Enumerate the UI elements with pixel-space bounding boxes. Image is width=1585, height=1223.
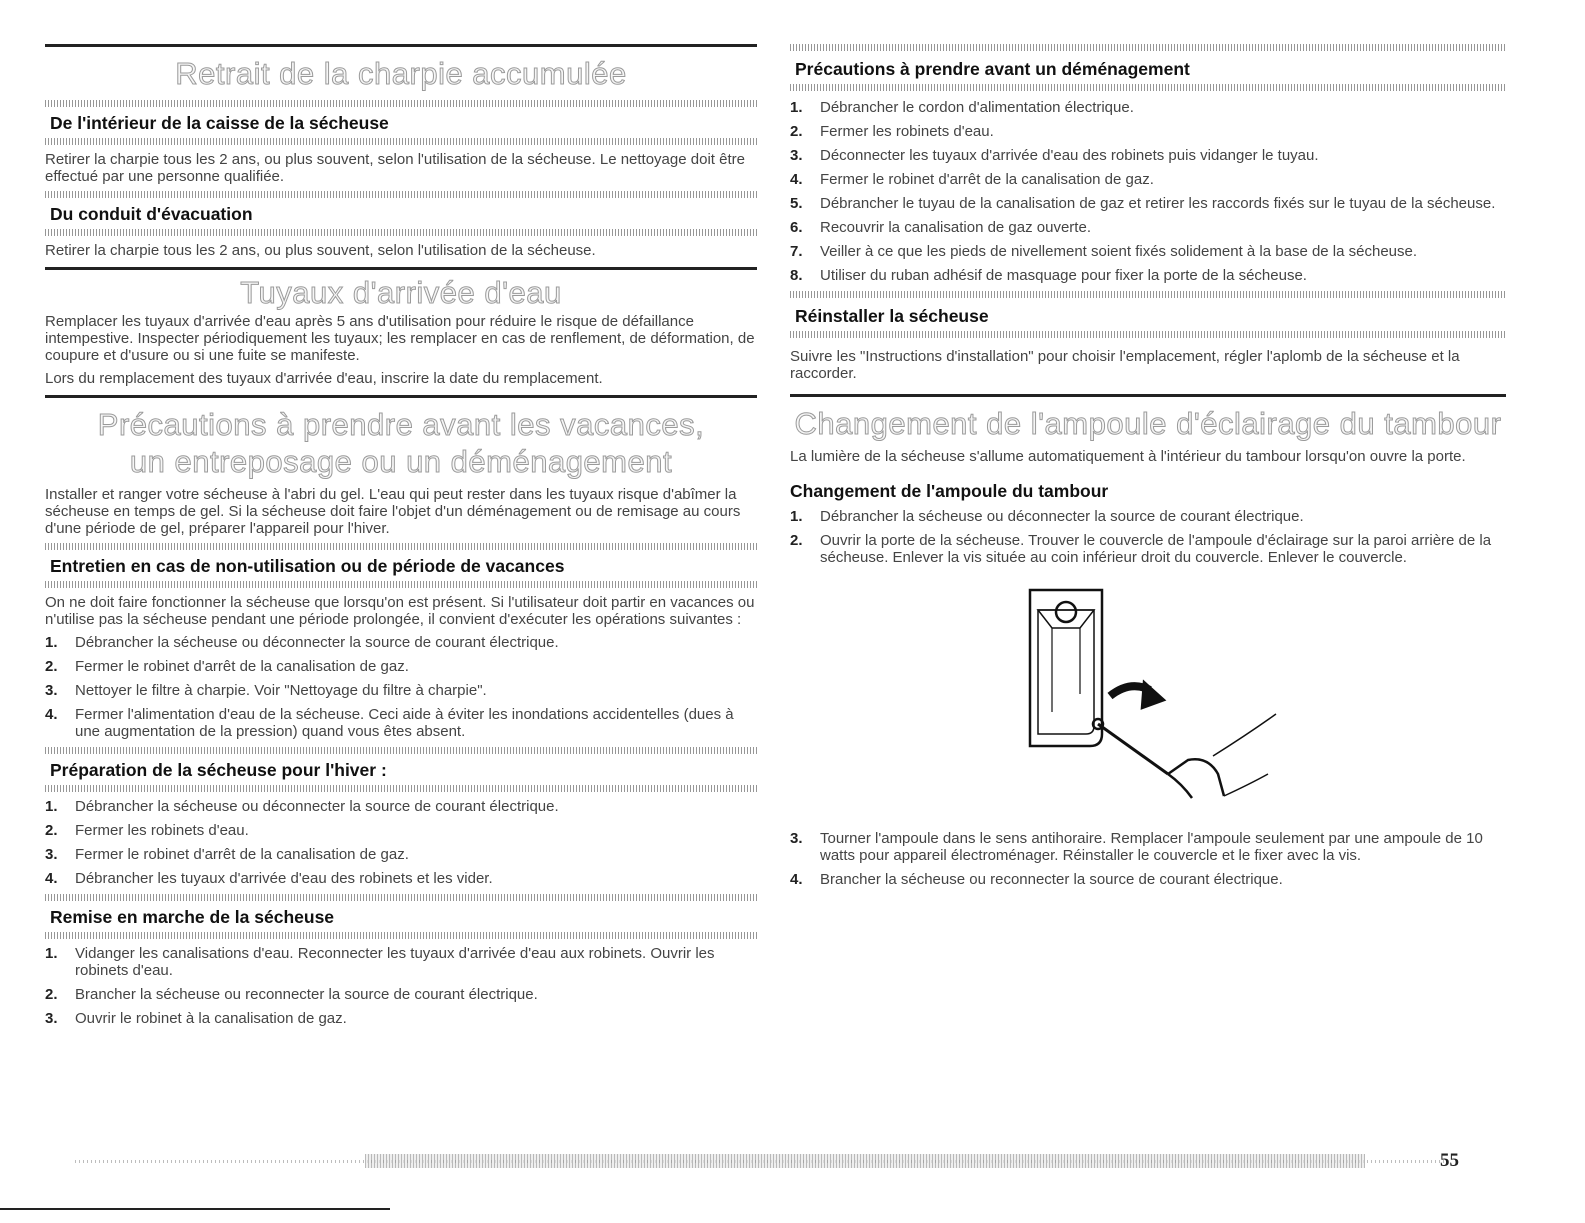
list-item: 4. Fermer l'alimentation d'eau de la sécheuse. Ceci aide à éviter les inondations accidentelles (dues à une augmentation de la pression) quand vous êtes absent. <box>45 706 734 740</box>
left-column <box>45 44 757 1034</box>
list-item: 2. Fermer les robinets d'eau. <box>45 822 249 839</box>
list-item: 4. Débrancher les tuyaux d'arrivée d'eau des robinets et les vider. <box>45 870 493 887</box>
vacation-steps <box>45 634 757 740</box>
paragraph: Installer et ranger votre sécheuse à l'abri du gel. L'eau qui peut rester dans les tuyaux risque d'abîmer la sécheuse en temps de gel. Si la sécheuse doit faire l'objet d'un déménagement ou de remisage au cours d'une période de gel, préparer l'appareil pour l'hiver. <box>45 486 741 537</box>
list-item: 2. Fermer les robinets d'eau. <box>790 123 994 140</box>
list-item: 1. Débrancher la sécheuse ou déconnecter la source de courant électrique. <box>45 634 559 651</box>
section-title-hoses: Tuyaux d'arrivée d'eau <box>240 275 562 310</box>
list-item: 8. Utiliser du ruban adhésif de masquage pour fixer la porte de la sécheuse. <box>790 267 1307 284</box>
subheading-cabinet: De l'intérieur de la caisse de la sécheuse <box>50 113 389 133</box>
restart-steps <box>45 945 757 1027</box>
list-item: 5. Débrancher le tuyau de la canalisation de gaz et retirer les raccords fixés sur le tuyau de la sécheuse. <box>790 195 1496 212</box>
dotted-divider <box>45 191 757 198</box>
list-item: 4. Fermer le robinet d'arrêt de la canalisation de gaz. <box>790 171 1154 188</box>
list-item: 3. Fermer le robinet d'arrêt de la canalisation de gaz. <box>45 846 409 863</box>
list-item: 1. Débrancher le cordon d'alimentation électrique. <box>790 99 1134 116</box>
dotted-divider <box>45 229 757 236</box>
dotted-divider <box>790 84 1506 91</box>
footer-band <box>75 1152 1465 1170</box>
winter-steps <box>45 798 757 887</box>
moving-steps <box>790 99 1506 284</box>
section-rule <box>45 44 757 47</box>
list-item: 1. Débrancher la sécheuse ou déconnecter la source de courant électrique. <box>45 798 559 815</box>
list-item: 1. Vidanger les canalisations d'eau. Reconnecter les tuyaux d'arrivée d'eau aux robinets. Ouvrir les robinets d'eau. <box>45 945 715 979</box>
list-item: 3. Tourner l'ampoule dans le sens antihoraire. Remplacer l'ampoule seulement par une ampoule de 10 watts pour appareil électroménager. Réinstaller le couvercle et le fixer avec la vis. <box>790 830 1483 864</box>
paragraph: Retirer la charpie tous les 2 ans, ou plus souvent, selon l'utilisation de la sécheuse. Le nettoyage doit être effectué par une personne qualifiée. <box>45 151 745 185</box>
dotted-divider <box>790 331 1506 338</box>
dotted-divider <box>790 291 1506 298</box>
list-item: 2. Brancher la sécheuse ou reconnecter la source de courant électrique. <box>45 986 538 1003</box>
list-item: 3. Nettoyer le filtre à charpie. Voir "Nettoyage du filtre à charpie". <box>45 682 487 699</box>
list-item: 1. Débrancher la sécheuse ou déconnecter la source de courant électrique. <box>790 508 1304 525</box>
bulb-cover-illustration <box>1018 584 1278 814</box>
dotted-divider <box>45 894 757 901</box>
list-item: 4. Brancher la sécheuse ou reconnecter la source de courant électrique. <box>790 871 1283 888</box>
section-rule <box>45 267 757 270</box>
subheading-winter: Préparation de la sécheuse pour l'hiver : <box>50 760 387 780</box>
paragraph: Remplacer les tuyaux d'arrivée d'eau après 5 ans d'utilisation pour réduire le risque de défaillance intempestive. Inspecter périodiquement les tuyaux; les remplacer en cas de renflement, de déformation, de coupure et d'usure ou si une fuite se manifeste. <box>45 313 755 364</box>
paragraph: Suivre les "Instructions d'installation" pour choisir l'emplacement, régler l'aplomb de la sécheuse et la raccorder. <box>790 348 1460 382</box>
list-item: 2. Ouvrir la porte de la sécheuse. Trouver le couvercle de l'ampoule d'éclairage sur la paroi arrière de la sécheuse. Enlever la vis située au coin inférieur droit du couvercle. Enlever le couvercle. <box>790 532 1492 566</box>
dotted-divider <box>45 543 757 550</box>
bulb-steps-a <box>790 508 1506 566</box>
footer-bar <box>365 1154 1365 1168</box>
list-item: 6. Recouvrir la canalisation de gaz ouverte. <box>790 219 1091 236</box>
dotted-divider <box>45 581 757 588</box>
subheading-exhaust: Du conduit d'évacuation <box>50 204 253 224</box>
bulb-steps-b <box>790 830 1506 888</box>
list-item: 3. Ouvrir le robinet à la canalisation de gaz. <box>45 1010 347 1027</box>
paragraph: Retirer la charpie tous les 2 ans, ou plus souvent, selon l'utilisation de la sécheuse. <box>45 242 596 259</box>
dotted-divider <box>45 138 757 145</box>
dotted-divider <box>45 100 757 107</box>
right-column <box>790 44 1506 895</box>
subheading-vacation: Entretien en cas de non-utilisation ou de période de vacances <box>50 556 565 576</box>
list-item: 2. Fermer le robinet d'arrêt de la canalisation de gaz. <box>45 658 409 675</box>
section-title-vacation: Précautions à prendre avant les vacances, un entreposage ou un déménagement <box>97 407 705 479</box>
subheading-bulb-change: Changement de l'ampoule du tambour <box>790 481 1109 501</box>
subheading-restart: Remise en marche de la sécheuse <box>50 907 335 927</box>
subheading-reinstall: Réinstaller la sécheuse <box>795 306 989 326</box>
paragraph: On ne doit faire fonctionner la sécheuse que lorsqu'on est présent. Si l'utilisateur doit partir en vacances ou n'utilise pas la sécheuse pendant une période prolongée, il convient d'exécuter les opérations suivantes : <box>45 594 755 628</box>
list-item: 3. Déconnecter les tuyaux d'arrivée d'eau des robinets puis vidanger le tuyau. <box>790 147 1319 164</box>
paragraph: La lumière de la sécheuse s'allume automatiquement à l'intérieur du tambour lorsqu'on ouvre la porte. <box>790 448 1466 465</box>
list-item: 7. Veiller à ce que les pieds de nivellement soient fixés solidement à la base de la sécheuse. <box>790 243 1418 260</box>
dotted-divider <box>45 785 757 792</box>
section-rule <box>45 395 757 398</box>
section-title-bulb: Changement de l'ampoule d'éclairage du tambour <box>794 406 1502 441</box>
subheading-moving: Précautions à prendre avant un déménagement <box>795 59 1190 79</box>
paragraph: Lors du remplacement des tuyaux d'arrivée d'eau, inscrire la date du remplacement. <box>45 370 603 387</box>
bottom-rule <box>0 1208 390 1210</box>
dotted-divider <box>790 44 1506 51</box>
dotted-divider <box>45 747 757 754</box>
dotted-divider <box>45 932 757 939</box>
section-title-lint: Retrait de la charpie accumulée <box>175 56 627 91</box>
page-number: 55 <box>1440 1150 1459 1171</box>
section-rule <box>790 394 1506 397</box>
